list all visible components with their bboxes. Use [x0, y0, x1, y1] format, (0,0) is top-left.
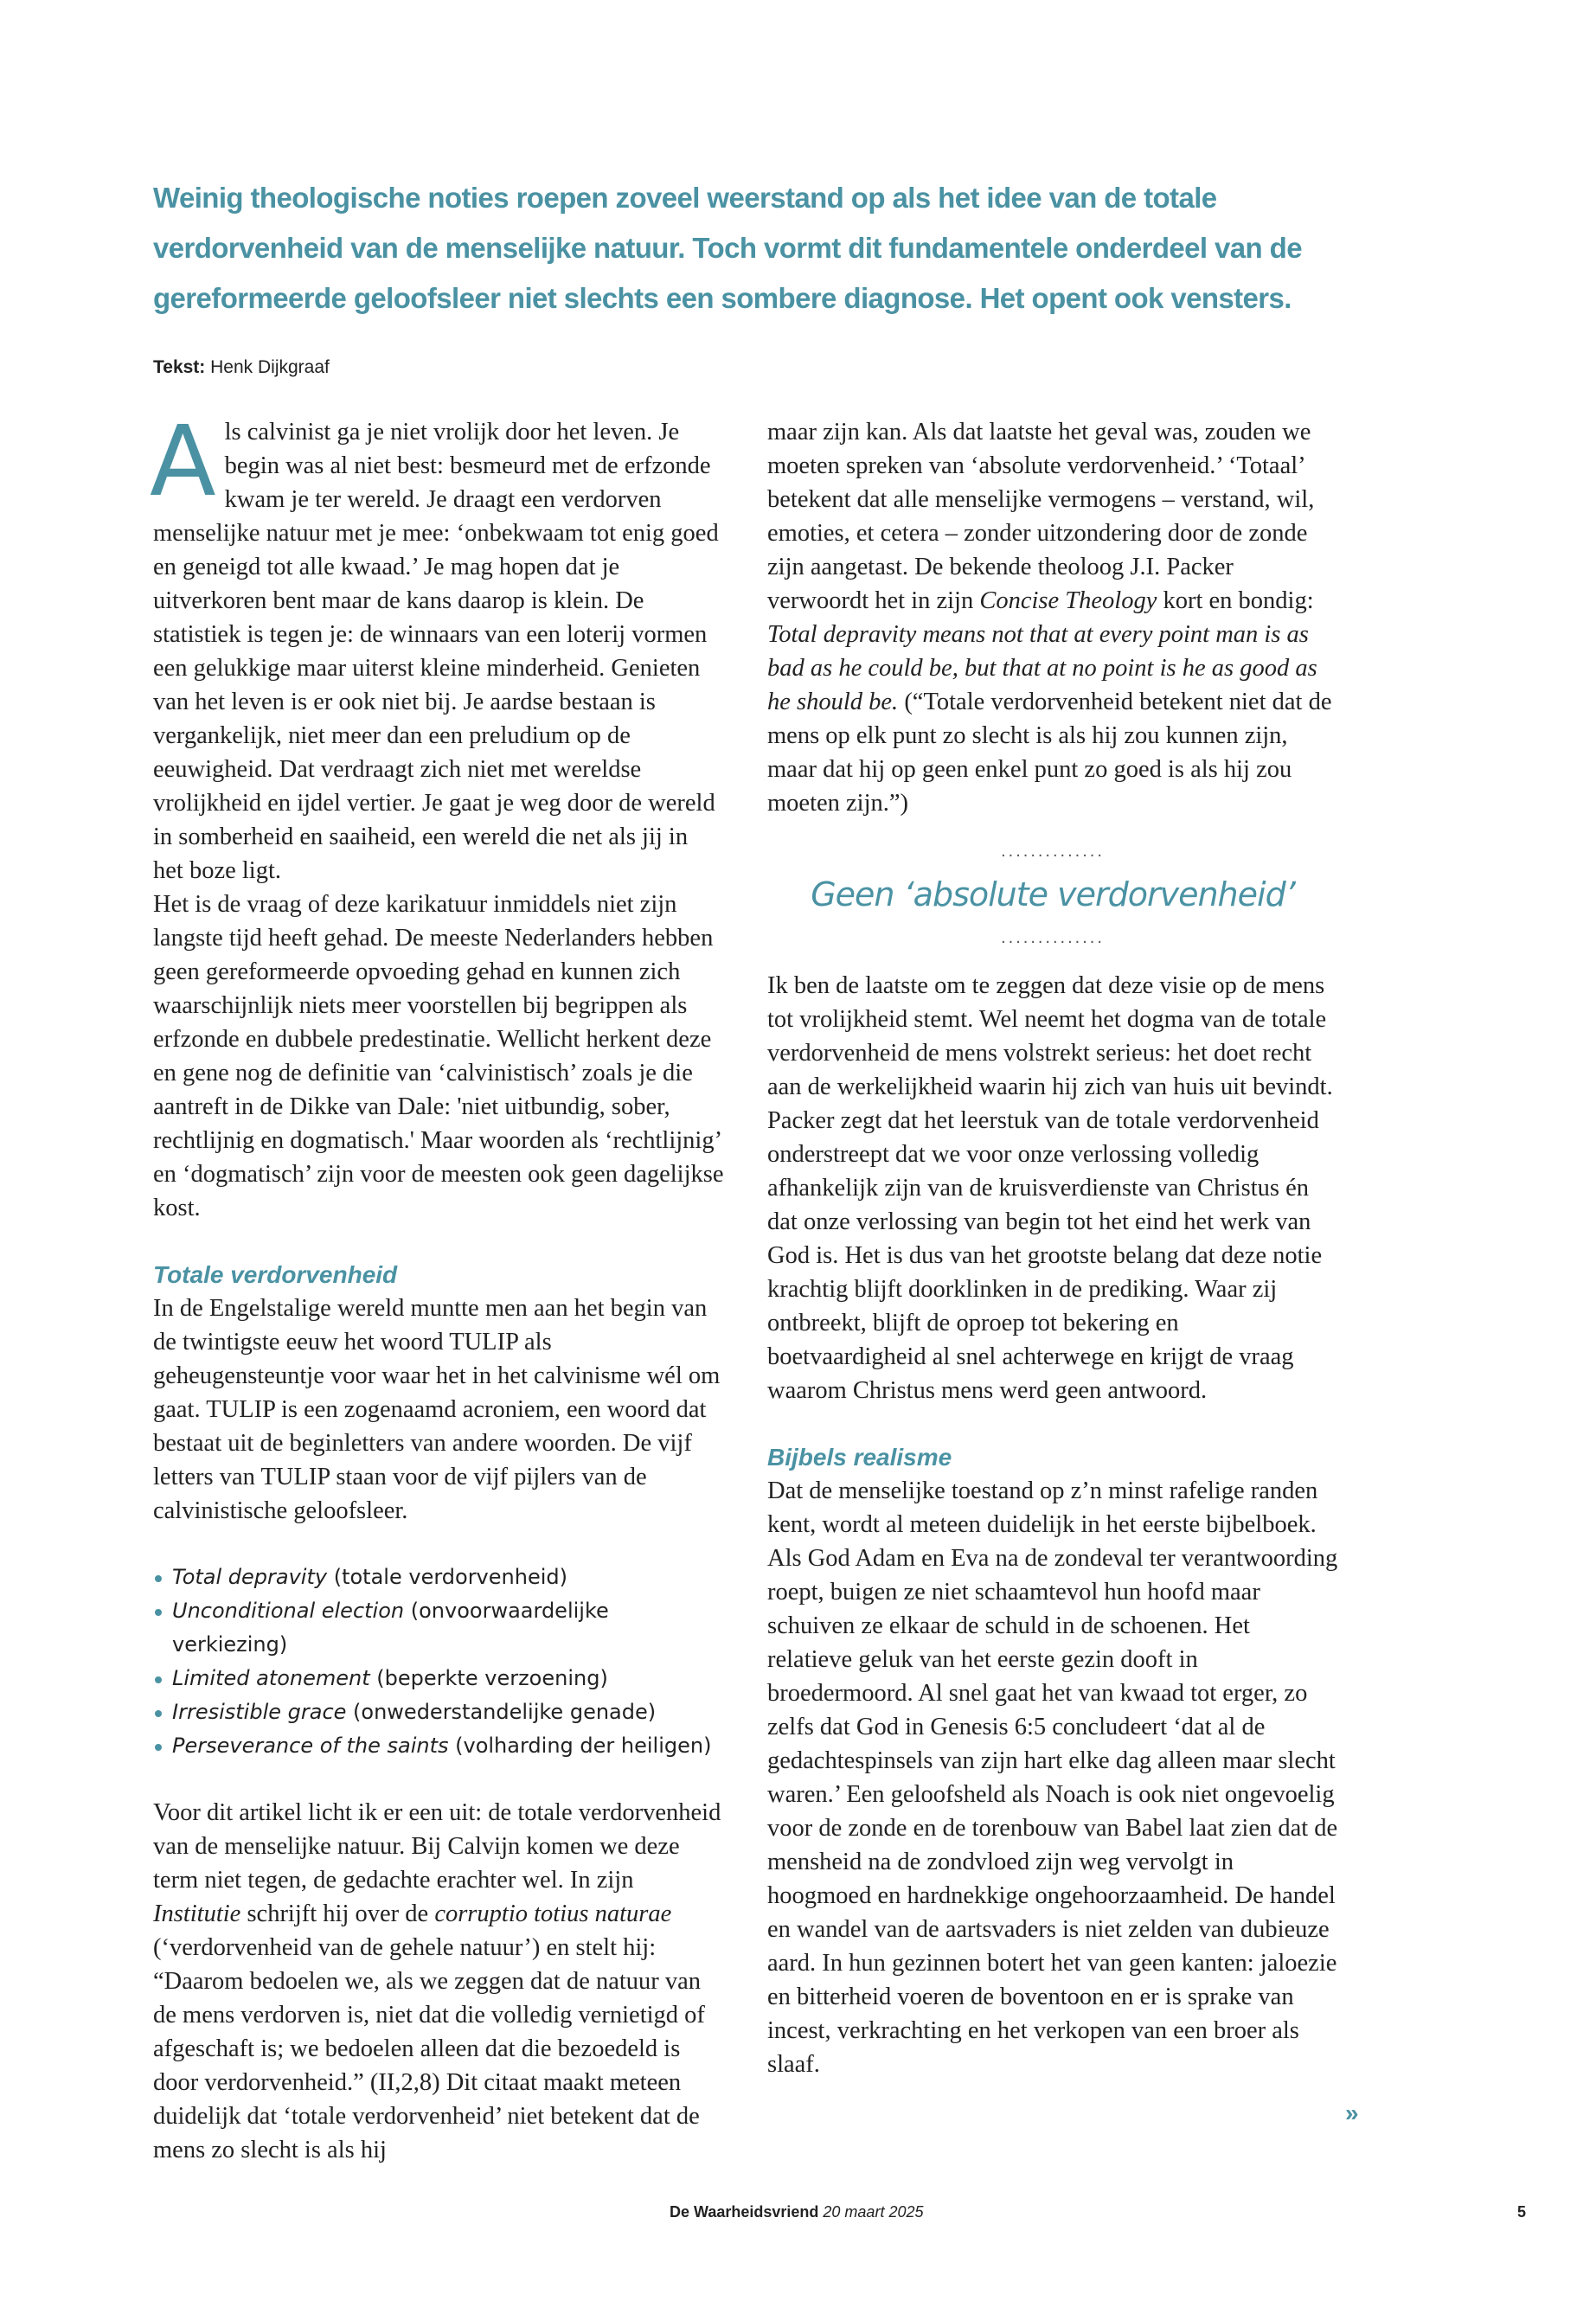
body-paragraph: Ik ben de laatste om te zeggen dat deze visie op de mens tot vrolijkheid stemt. Wel neemt het dogma van de totale verdorvenheid de mens volstrekt serieus: het doet recht aan de werkelijkheid waarin hij zich van huis uit bevindt. Packer zegt dat het leerstuk van de totale verdorvenheid onderstreept dat we voor onze verlossing volledig afhankelijk zijn van de kruisverdienste van Christus én dat onze verlossing van begin tot het eind het werk van God is. Het is dus van het grootste belang dat deze notie krachtig blijft doorklinken in de prediking. Waar zij ontbreekt, blijft de oproep tot bekering en boetvaardigheid al snel achterwege en krijgt de vraag waarom Christus mens werd geen antwoord.: [767, 972, 1333, 1404]
text-run: kort en bondig:: [1157, 587, 1314, 614]
interheading-block: [767, 843, 1338, 946]
list-item-translation: (onwederstandelijke genade): [346, 1700, 657, 1724]
dotted-divider: ..............: [1001, 928, 1105, 947]
list-item-translation: (beperkte verzoening): [369, 1666, 608, 1690]
intro-paragraph: [150, 406, 724, 888]
text-run: schrijft hij over de: [240, 1900, 435, 1927]
drop-cap: A: [150, 406, 216, 518]
italic-book-title: Concise Theology: [979, 587, 1157, 614]
italic-title-institutie: Institutie: [153, 1900, 241, 1927]
body-paragraph: [153, 1796, 724, 2167]
list-item-term: Perseverance of the saints: [172, 1734, 449, 1758]
list-item-term: Limited atonement: [172, 1666, 370, 1690]
list-item: [153, 1695, 724, 1729]
body-paragraph: Dat de menselijke toestand op z’n minst rafelige randen kent, wordt al meteen duidelijk in het eerste bijbelboek. Als God Adam en Eva na de zondeval ter verantwoording roept, buigen ze niet schaamtevol hun hoofd maar schuiven ze elkaar de schuld in de schoenen. Het relatieve geluk van het eerste gezin dooft in broedermoord. Al snel gaat het van kwaad tot erger, zo zelfs dat God in Genesis 6:5 concludeert ‘dat al de gedachtespinsels van zijn hart elke dag alleen maar slecht waren.’ Een geloofsheld als Noach is ook niet ongevoelig voor de zonde en de torenbouw van Babel laat zien dat de mensheid na de zondvloed zijn weg vervolgt in hoogmoed en hardnekkige ongehoorzaamheid. De handel en wandel van de aartsvaders is niet zelden van dubieuze aard. In hun gezinnen botert het van geen kanten: jaloezie en bitterheid voeren de boventoon en er is sprake van incest, verkrachting en het verkopen van een broer als slaaf.: [767, 1477, 1338, 2078]
list-item: [153, 1594, 724, 1662]
byline-author: Henk Dijkgraaf: [210, 357, 330, 377]
publication-date: 20 maart 2025: [823, 2203, 924, 2221]
subheading-totale-verdorvenheid: Totale verdorvenheid: [153, 1261, 398, 1288]
text-run: (‘verdorvenheid van de gehele natuur’) en stelt hij: “Daarom bedoelen we, als we zeggen dat de natuur van de mens verdorven is, niet dat die volledig vernietigd of afgeschaft is; we bedoelen alleen dat die bezoedeld is door verdorvenheid.” (II,2,8) Dit citaat maakt meteen duidelijk dat ‘totale verdorvenheid’ niet betekent dat de mens zo slecht is als hij: [153, 1934, 705, 2163]
italic-quote: Total depravity means not that at every point man is as bad as he could be, but that at no point is he as good as he should be.: [767, 621, 1317, 715]
tulip-list: [153, 1561, 724, 1763]
body-paragraph: Het is de vraag of deze karikatuur inmiddels niet zijn langste tijd heeft gehad. De meeste Nederlanders hebben geen gereformeerde opvoeding gehad en kunnen zich waarschijnlijk niets meer voorstellen bij begrippen als erfzonde en dubbele predestinatie. Wellicht herkent deze en gene nog de definitie van ‘calvinistisch’ zoals je die aantreft in de Dikke van Dale: 'niet uitbundig, sober, rechtlijnig en dogmatisch.' Maar woorden als ‘rechtlijnig’ en ‘dogmatisch’ zijn voor de meesten ook geen dagelijkse kost.: [153, 891, 724, 1221]
list-item-term: Total depravity: [172, 1565, 328, 1589]
byline-label: Tekst:: [153, 357, 206, 377]
interheading-title: Geen ‘absolute verdorvenheid’: [811, 875, 1295, 913]
dotted-divider: ..............: [1001, 842, 1105, 861]
publication-name: De Waarheidsvriend: [670, 2203, 819, 2221]
page-footer: [670, 2203, 923, 2221]
list-item: [153, 1662, 724, 1695]
list-item-translation: (onvoorwaardelijke verkiezing): [172, 1599, 609, 1657]
list-item-translation: (volharding der heiligen): [448, 1734, 712, 1758]
lead-paragraph: Weinig theologische noties roepen zoveel weerstand op als het idee van de totale verdorvenheid van de menselijke natuur. Toch vormt dit fundamentele onderdeel van de gereformeerde geloofsleer niet slechts een sombere diagnose. Het opent ook vensters.: [153, 182, 1302, 314]
subheading-bijbels-realisme: Bijbels realisme: [767, 1444, 952, 1471]
list-item-translation: (totale verdorvenheid): [327, 1565, 567, 1589]
list-item-term: Irresistible grace: [172, 1700, 347, 1724]
text-run: maar zijn kan. Als dat laatste het geval was, zouden we moeten spreken van ‘absolute verdorvenheid.’ ‘Totaal’ betekent dat alle menselijke vermogens – verstand, wil, emoties, et cetera – zonder uitzondering door de zonde zijn aangetast. De bekende theoloog J.I. Packer verwoordt het in zijn: [767, 419, 1315, 614]
continue-arrow-icon: »: [1345, 2099, 1359, 2126]
list-item-term: Unconditional election: [172, 1599, 405, 1623]
text-run: Voor dit artikel licht ik er een uit: de totale verdorvenheid van de menselijke natuur. Bij Calvijn komen we deze term niet tegen, de gedachte erachter wel. In zijn: [153, 1799, 721, 1894]
intro-text: ls calvinist ga je niet vrolijk door het leven. Je begin was al niet best: besmeurd met de erfzonde kwam je ter wereld. Je draagt een verdorven menselijke natuur met je mee: ‘onbekwaam tot enig goed en geneigd tot alle kwaad.’ Je mag hopen dat je uitverkoren bent maar de kans daarop is klein. De statistiek is tegen je: de winnaars van een loterij vormen een gelukkige maar uiterst kleine minderheid. Genieten van het leven is er ook niet bij. Je aardse bestaan is vergankelijk, niet meer dan een preludium op de eeuwigheid. Dat verdraagt zich niet met wereldse vrolijkheid en ijdel vertier. Je gaat je weg door de wereld in somberheid en saaiheid, een wereld die net als jij in het boze ligt.: [153, 419, 719, 884]
article-column-left: [150, 406, 724, 2167]
body-paragraph: In de Engelstalige wereld muntte men aan het begin van de twintigste eeuw het woord TULIP als geheugensteuntje voor waar het in het calvinisme wél om gaat. TULIP is een zogenaamd acroniem, een woord dat bestaat uit de beginletters van andere woorden. De vijf letters van TULIP staan voor de vijf pijlers van de calvinistische geloofsleer.: [153, 1295, 721, 1524]
body-paragraph: [767, 415, 1338, 820]
text-run: (“Totale verdorvenheid betekent niet dat de mens op elk punt zo slecht is als hij zou kunnen zijn, maar dat hij op geen enkel punt zo goed is als hij zou moeten zijn.”): [767, 689, 1332, 817]
list-item: [153, 1561, 724, 1594]
byline: [153, 357, 330, 378]
list-item: [153, 1729, 724, 1763]
article-column-right: [767, 415, 1338, 2081]
page-number: 5: [1517, 2203, 1527, 2221]
italic-latin-phrase: corruptio totius naturae: [434, 1900, 672, 1927]
